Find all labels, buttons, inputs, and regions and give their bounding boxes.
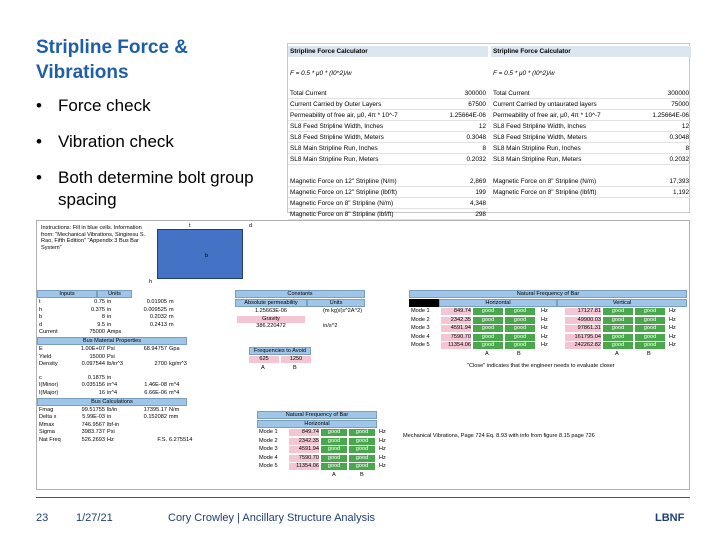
mode2-horizontal-value: 2342.35: [289, 438, 319, 445]
bus-calc-header: Bus Calculations: [37, 398, 187, 406]
calc-row-value: 300000: [464, 90, 486, 97]
footer-divider: [36, 497, 690, 498]
busmat-unit: Psi: [107, 353, 115, 360]
calc-row-label: Magnetic Force on 12" Stripline (lbf/ft): [290, 189, 398, 196]
calc-row-value: 75000: [671, 101, 689, 108]
mode-col-a: A: [485, 351, 489, 357]
mode-label: Mode 1: [411, 308, 430, 314]
calc-row-value: 8: [685, 145, 689, 152]
mode-vertical-value: 161795.04: [565, 334, 601, 341]
calc-row-label: SL8 Main Stripline Run, Meters: [290, 156, 379, 163]
busmat-value: 15000: [89, 353, 105, 360]
instructions-text: Instructions: Fill in blue cells. Information from: "Mechanical Vibrations, Singiresu S. Rao, Fifth Edition" "Appendix 3 Bus Bar System": [41, 225, 146, 251]
input-value-si: 0.01905: [146, 299, 167, 305]
section-value: 0.1875: [87, 374, 105, 381]
constants-col: Absolute permeability: [235, 299, 307, 307]
mode-horizontal-value: 11354.06: [441, 342, 471, 349]
mode-horizontal-value: 4591.94: [441, 325, 471, 332]
section-key: c: [39, 374, 42, 381]
good-flag: good: [349, 429, 375, 436]
mode-col-b: B: [647, 351, 651, 357]
good-flag: good: [603, 317, 633, 324]
force-calculator-image: [287, 43, 690, 218]
good-flag: good: [349, 438, 375, 445]
bullet-list: [36, 95, 281, 225]
mode-label: Mode 2: [411, 316, 430, 323]
mode2-label: Mode 2: [259, 437, 278, 444]
calc-row-label: Current Carried by Outer Layers: [290, 101, 382, 108]
mode-label: Mode 4: [411, 333, 430, 340]
calc-row-value: 17,393: [669, 178, 689, 185]
busmat-key: Density: [39, 361, 58, 368]
section-unit: in^4: [107, 390, 118, 396]
diagram-label-h: h: [149, 279, 153, 285]
section-key: I(Major): [39, 390, 59, 396]
section-unit-si: m^4: [169, 382, 180, 389]
calc-row-label: Magnetic Force on 8" Stripline (N/m): [493, 178, 597, 185]
bullet-dot-icon: •: [36, 96, 42, 115]
busmat-value-si: 2700: [154, 361, 167, 368]
calc-row-label: SL8 Feed Stripline Width, Meters: [493, 134, 587, 141]
good-flag: good: [349, 455, 375, 462]
good-flag: good: [321, 463, 347, 470]
calc-row-label: Magnetic Force on 8" Stripline (lbf/ft): [493, 189, 597, 196]
good-flag: good: [505, 317, 535, 324]
units-header: Units: [97, 290, 132, 298]
freq-avoid-header: Frequencies to Avoid: [249, 347, 311, 355]
mode2-label: Mode 4: [259, 454, 278, 461]
input-value-si: 0.2032: [149, 314, 167, 321]
good-flag: good: [635, 317, 665, 324]
good-flag: good: [473, 334, 503, 341]
calc-row-value: 2,869: [470, 178, 486, 185]
bullet-item: [36, 95, 281, 117]
buscalc-key: Delta x: [39, 414, 57, 421]
input-key: d: [39, 321, 43, 328]
mode-label: Mode 5: [411, 342, 430, 349]
hz-unit: Hz: [541, 342, 548, 349]
busmat-value: 1.00E+07: [80, 346, 105, 352]
busmat-value-si: 68.94757: [143, 346, 167, 352]
input-key: h: [39, 306, 43, 313]
calc-row-label: Magnetic Force on 8" Stripline (lbf/ft): [290, 211, 394, 218]
footer-date: 1/27/21: [76, 512, 113, 524]
good-flag: good: [505, 334, 535, 341]
calc-row-label: Total Current: [493, 90, 530, 97]
good-flag: good: [321, 438, 347, 445]
good-flag: good: [635, 342, 665, 349]
horizontal-header: Horizontal: [439, 299, 557, 307]
bullet-text: Both determine bolt group spacing: [58, 168, 254, 210]
input-value: 8: [101, 314, 105, 321]
good-flag: good: [321, 455, 347, 462]
hz-unit: Hz: [541, 316, 548, 323]
buscalc-unit-si: mm: [169, 414, 179, 421]
mode-horizontal-value: 849.74: [441, 308, 471, 315]
input-value: 9.5: [97, 321, 105, 328]
good-flag: good: [635, 325, 665, 332]
calc-row-label: Magnetic Force on 12" Stripline (N/m): [290, 178, 397, 185]
good-flag: good: [473, 308, 503, 315]
input-value: 0.75: [94, 299, 105, 305]
calc-gridline: [491, 197, 691, 198]
calc-row-label: SL8 Feed Stripline Width, Inches: [290, 123, 384, 130]
mode2-col-a: A: [332, 472, 336, 478]
mode2-horizontal-value: 4591.94: [289, 446, 319, 453]
input-key: Current: [39, 329, 58, 336]
good-flag: good: [635, 334, 665, 341]
hz-unit: Hz: [379, 463, 386, 470]
calc-row-value: 0.3048: [466, 134, 486, 141]
calc-row-label: Magnetic Force on 8" Stripline (N/m): [290, 200, 394, 207]
freq-avoid-label-b: B: [293, 365, 297, 371]
diagram-label-t: t: [189, 223, 191, 229]
buscalc-value: 99.51755: [81, 406, 105, 413]
input-unit-si: m: [169, 299, 174, 305]
buscalc-value-si: F.S.: [157, 437, 167, 443]
mode-horizontal-value: 2342.35: [441, 317, 471, 324]
calc-row-value: 0.2032: [466, 156, 486, 163]
mode2-label: Mode 1: [259, 429, 278, 435]
busmat-unit: Psi: [107, 346, 115, 352]
hz-unit: Hz: [379, 454, 386, 461]
constants-header: Constants: [235, 290, 365, 298]
hz-unit: Hz: [541, 325, 548, 332]
mechanical-vibrations-note: Mechanical Vibrations, Page 724 Eq. 8.93 with info from figure 8.15 page 726: [403, 433, 595, 439]
nat-freq-header: Natural Frequency of Bar: [409, 290, 687, 298]
buscalc-key: Fmag: [39, 406, 54, 413]
input-unit-si: m: [169, 306, 174, 313]
input-unit: in: [107, 306, 112, 313]
constant-unit: in/s^2: [323, 323, 338, 330]
calc-row-value: 8: [482, 145, 486, 152]
hz-unit: Hz: [379, 446, 386, 453]
input-key: b: [39, 314, 43, 321]
good-flag: good: [321, 429, 347, 436]
section-value-si: 1.46E-08: [144, 382, 167, 389]
input-value-si: 0.2413: [149, 321, 167, 328]
mode2-horizontal-value: 849.74: [289, 429, 319, 436]
buscalc-value: 3983.737: [81, 429, 105, 436]
constant-value: 386.220472: [256, 323, 286, 330]
good-flag: good: [473, 342, 503, 349]
good-flag: good: [473, 317, 503, 324]
mode2-col-b: B: [360, 472, 364, 478]
diagram-label-d: d: [249, 223, 253, 229]
diagram-label-b: b: [205, 253, 209, 259]
input-key: t: [39, 299, 41, 305]
mode-vertical-value: 49900.03: [565, 317, 601, 324]
buscalc-unit: in: [107, 414, 112, 421]
slide-title: Stripline Force & Vibrations: [36, 37, 189, 83]
good-flag: good: [505, 342, 535, 349]
input-value-si: 0.009525: [143, 306, 167, 313]
buscalc-unit-si: N/m: [169, 406, 180, 413]
input-unit: Amps: [107, 329, 122, 336]
calc-formula: F = 0.5 * μ0 * (I0^2)/w: [493, 70, 555, 77]
constants-col: Units: [307, 299, 365, 307]
mode-vertical-value: 17127.81: [565, 308, 601, 315]
mode2-horizontal-value: 7590.70: [289, 455, 319, 462]
buscalc-value-si: 17395.17: [143, 406, 167, 413]
section-unit: in: [107, 374, 112, 381]
buscalc-unit: Hz: [107, 437, 114, 443]
busmat-unit: lb/in^3: [107, 361, 123, 368]
section-key: I(Minor): [39, 382, 59, 389]
calc-row-value: 67500: [468, 101, 486, 108]
calc-gridline: [491, 164, 691, 165]
bus-bar-diagram: [157, 229, 243, 279]
calc-row-label: SL8 Feed Stripline Width, Inches: [493, 123, 587, 130]
mode-horizontal-value: 7590.70: [441, 334, 471, 341]
calc-row-value: 12: [681, 123, 689, 130]
section-value: 16: [98, 390, 105, 396]
busmat-key: Yield: [39, 353, 52, 360]
calc-row-value: 298: [475, 211, 486, 218]
freq-avoid-label-a: A: [261, 365, 265, 371]
bullet-text: Vibration check: [58, 132, 174, 152]
hz-unit: Hz: [669, 333, 676, 340]
constant-value: Gravity: [237, 316, 305, 323]
mode-label: Mode 3: [411, 325, 430, 332]
good-flag: good: [603, 308, 633, 315]
mode-col-b: B: [517, 351, 521, 357]
busmat-unit-si: Gpa: [169, 346, 180, 352]
calc-row-value: 1,192: [673, 189, 689, 196]
mode-vertical-value: 242262.82: [565, 342, 601, 349]
buscalc-value-si: 0.152082: [143, 414, 167, 421]
close-note: "Close" indicates that the engineer needs to evaluate closer: [467, 363, 615, 369]
mode2-label: Mode 5: [259, 463, 278, 470]
hz-unit: Hz: [669, 342, 676, 349]
calc-row-label: Permeability of free air, μ0, 4π * 10^-7: [290, 112, 398, 119]
good-flag: good: [635, 308, 665, 315]
hz-unit: Hz: [541, 308, 548, 314]
calc-row-label: SL8 Feed Stripline Width, Meters: [290, 134, 384, 141]
good-flag: good: [603, 334, 633, 341]
busmat-key: E: [39, 346, 43, 352]
calc-row-label: SL8 Main Stripline Run, Meters: [493, 156, 582, 163]
freq-avoid-a: 625: [249, 356, 279, 363]
bullet-text: Force check: [58, 96, 151, 115]
good-flag: good: [505, 308, 535, 315]
buscalc-key: Mmax: [39, 421, 55, 428]
hz-unit: Hz: [379, 429, 386, 435]
calc-row-value: 1.25664E-06: [449, 112, 486, 119]
bullet-item: [36, 131, 281, 153]
buscalc-unit: lb/in: [107, 406, 118, 413]
calc-row-label: Permeability of free air, μ0, 4π * 10^-7: [493, 112, 601, 119]
bullet-dot-icon: •: [36, 168, 42, 188]
buscalc-unit: lbf-in: [107, 421, 120, 428]
section-value: 0.035156: [81, 382, 105, 389]
vibration-spreadsheet-image: [36, 220, 690, 490]
good-flag: good: [349, 463, 375, 470]
good-flag: good: [473, 325, 503, 332]
section-unit: in^4: [107, 382, 118, 389]
buscalc-unit: Psi: [107, 429, 115, 436]
busmat-value: 0.097544: [81, 361, 105, 368]
bus-material-header: Bus Material Properties: [37, 337, 187, 345]
calc-row-label: Total Current: [290, 90, 327, 97]
footer-brand: LBNF: [655, 512, 685, 524]
input-unit: in: [107, 314, 112, 321]
calc-row-label: SL8 Main Stripline Run, Inches: [290, 145, 378, 152]
buscalc-key: Nat Freq: [39, 437, 61, 443]
buscalc-value: 746.9567: [81, 421, 105, 428]
calc-row-value: 0.3048: [669, 134, 689, 141]
nat-freq-black-cell: [409, 299, 439, 307]
mode-vertical-value: 97861.31: [565, 325, 601, 332]
constant-unit: (m kg)/(s^2A^2): [323, 308, 363, 314]
hz-unit: Hz: [669, 316, 676, 323]
input-value: 75000: [89, 329, 105, 336]
calc-formula: F = 0.5 * μ0 * (I0^2)/w: [290, 70, 352, 77]
input-unit-si: m: [169, 314, 174, 321]
calc-row-value: 0.2032: [669, 156, 689, 163]
page-number: 23: [36, 512, 49, 524]
mode2-horizontal-value: 11354.06: [289, 463, 319, 470]
calc-gridline: [288, 164, 488, 165]
busmat-unit-si: kg/m^3: [169, 361, 187, 368]
calc-row-label: Current Carried by untaurated layers: [493, 101, 597, 108]
buscalc-key: Sigma: [39, 429, 55, 436]
mode-col-a: A: [615, 351, 619, 357]
buscalc-value: 526.2693: [81, 437, 105, 443]
hz-unit: Hz: [541, 333, 548, 340]
calc-row-value: 12: [478, 123, 486, 130]
calc-row-value: 300000: [667, 90, 689, 97]
input-unit: in: [107, 299, 112, 305]
buscalc-value: 5.99E-03: [82, 414, 105, 421]
good-flag: good: [505, 325, 535, 332]
bullet-item: [36, 167, 281, 211]
vertical-header: Vertical: [557, 299, 687, 307]
nat-freq-2-header: Natural Frequency of Bar: [257, 411, 377, 419]
section-unit-si: m^4: [169, 390, 180, 396]
inputs-header: Inputs: [37, 290, 97, 298]
freq-avoid-b: 1250: [281, 356, 311, 363]
hz-unit: Hz: [669, 325, 676, 332]
input-unit-si: m: [169, 321, 174, 328]
good-flag: good: [603, 325, 633, 332]
bullet-dot-icon: •: [36, 132, 42, 152]
good-flag: good: [603, 342, 633, 349]
good-flag: good: [349, 446, 375, 453]
input-unit: in: [107, 321, 112, 328]
input-value: 0.375: [91, 306, 105, 313]
hz-unit: Hz: [379, 437, 386, 444]
calc-row-value: 4,348: [470, 200, 486, 207]
calc-row-value: 199: [475, 189, 486, 196]
mode2-label: Mode 3: [259, 446, 278, 453]
buscalc-unit-si: 6.275514: [169, 437, 193, 443]
calc-title: Stripline Force Calculator: [491, 46, 691, 57]
hz-unit: Hz: [669, 308, 676, 314]
calc-title: Stripline Force Calculator: [288, 46, 488, 57]
good-flag: good: [321, 446, 347, 453]
section-value-si: 6.66E-06: [144, 390, 167, 396]
footer-author: Cory Crowley | Ancillary Structure Analysis: [168, 512, 376, 524]
horizontal-2-header: Horizontal: [257, 420, 377, 428]
constant-value: 1.25663E-06: [254, 308, 288, 314]
calc-row-label: SL8 Main Stripline Run, Inches: [493, 145, 581, 152]
calc-row-value: 1.25664E-06: [652, 112, 689, 119]
